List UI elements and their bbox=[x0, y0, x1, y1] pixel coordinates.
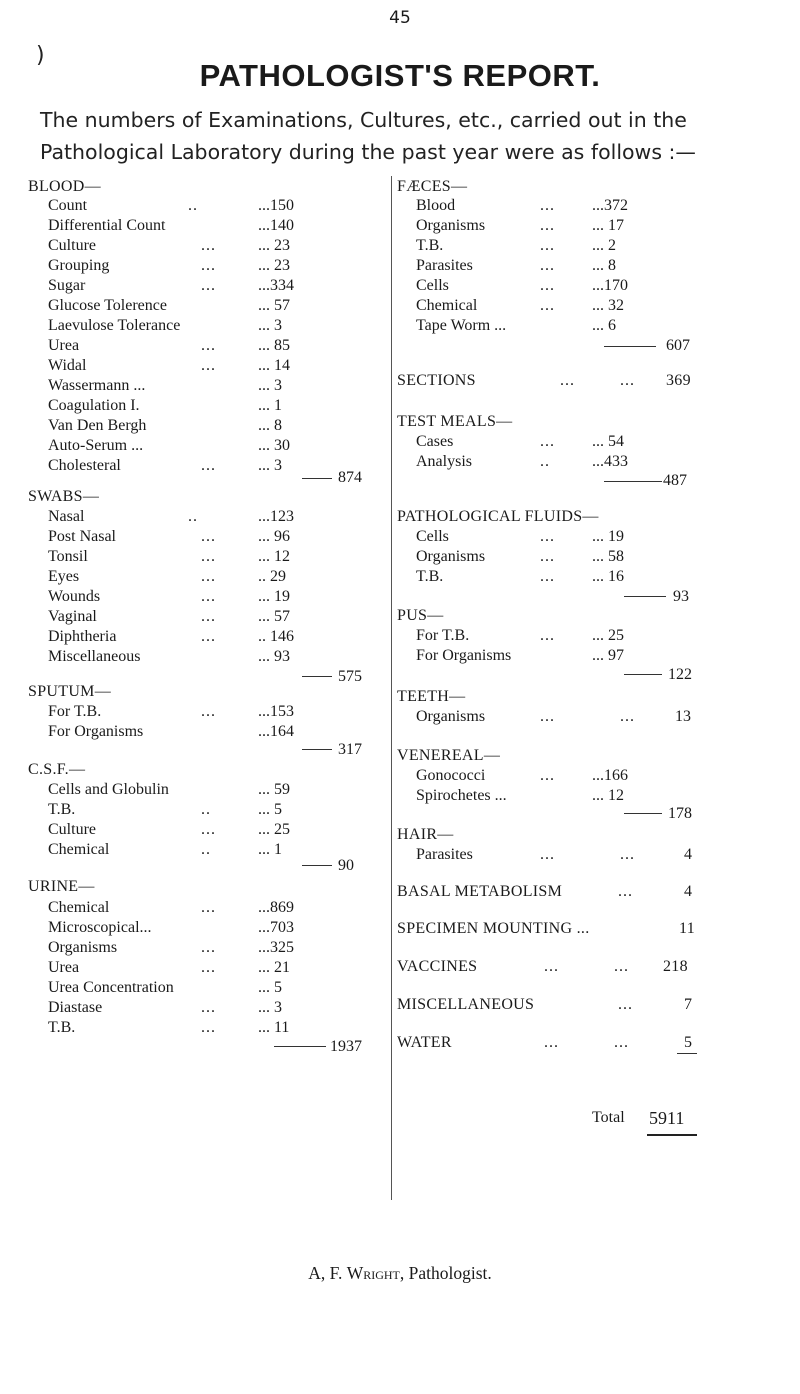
basal-metabolism-row: BASAL METABOLISM ... 4 bbox=[397, 883, 693, 900]
pus-item: For Organisms ... 97 bbox=[416, 647, 624, 664]
section-heading-blood: BLOOD— bbox=[28, 178, 101, 195]
sputum-item: For Organisms ...164 bbox=[48, 723, 294, 740]
subtotal-rule bbox=[604, 481, 662, 482]
swabs-item: Nasal .. ...123 bbox=[48, 508, 294, 525]
subtotal-rule bbox=[604, 346, 656, 347]
subtotal-blood: 874 bbox=[338, 469, 362, 486]
subtotal-rule bbox=[302, 749, 332, 750]
grand-total-value: 5911 bbox=[649, 1108, 685, 1128]
vaccines-row: VACCINES ... ... 218 bbox=[397, 958, 688, 975]
blood-item: Van Den Bergh ... 8 bbox=[48, 417, 282, 434]
subtotal-sputum: 317 bbox=[338, 741, 362, 758]
signature-initials: A, F. bbox=[308, 1263, 347, 1283]
blood-item: Glucose Tolerence ... 57 bbox=[48, 297, 290, 314]
subtotal-rule bbox=[274, 1046, 326, 1047]
blood-item: Laevulose Tolerance ... 3 bbox=[48, 317, 282, 334]
csf-item: T.B. .. ... 5 bbox=[48, 801, 282, 818]
faeces-item: Parasites ... ... 8 bbox=[416, 257, 616, 274]
hair-item: Parasites ... ... 4 bbox=[416, 846, 692, 863]
section-heading-hair: HAIR— bbox=[397, 826, 454, 843]
page-title: PATHOLOGIST'S REPORT. bbox=[199, 58, 601, 93]
miscellaneous-row: MISCELLANEOUS ... 7 bbox=[397, 996, 693, 1013]
urine-item: Urea ... ... 21 bbox=[48, 959, 290, 976]
subtotal-faeces: 607 bbox=[666, 337, 690, 354]
water-rule bbox=[677, 1053, 697, 1054]
sputum-item: For T.B. ... ...153 bbox=[48, 703, 294, 720]
venereal-item: Gonococci ... ...166 bbox=[416, 767, 628, 784]
section-heading-venereal: VENEREAL— bbox=[397, 747, 501, 764]
signature-name: Wright, bbox=[346, 1263, 405, 1283]
swabs-item: Wounds ... ... 19 bbox=[48, 588, 290, 605]
csf-item: Chemical .. ... 1 bbox=[48, 841, 282, 858]
urine-item: Diastase ... ... 3 bbox=[48, 999, 282, 1016]
csf-item: Culture ... ... 25 bbox=[48, 821, 290, 838]
subtotal-rule bbox=[624, 596, 666, 597]
faeces-item: Cells ... ...170 bbox=[416, 277, 628, 294]
urine-item: Chemical ... ...869 bbox=[48, 899, 294, 916]
left-column bbox=[0, 0, 391, 1394]
section-heading-teeth: TEETH— bbox=[397, 688, 466, 705]
subtotal-pus: 122 bbox=[668, 666, 692, 683]
subtotal-urine: 1937 bbox=[330, 1038, 362, 1055]
subtotal-rule bbox=[624, 813, 662, 814]
urine-item: Organisms ... ...325 bbox=[48, 939, 294, 956]
section-heading-pathological-fluids: PATHOLOGICAL FLUIDS— bbox=[397, 508, 599, 525]
blood-item: Sugar ... ...334 bbox=[48, 277, 294, 294]
teeth-item: Organisms ... ... 13 bbox=[416, 708, 691, 725]
water-row: WATER ... ... 5 bbox=[397, 1034, 693, 1051]
swabs-item: Miscellaneous ... 93 bbox=[48, 648, 290, 665]
swabs-item: Post Nasal ... ... 96 bbox=[48, 528, 290, 545]
subtotal-rule bbox=[302, 865, 332, 866]
blood-item: Differential Count ...140 bbox=[48, 217, 294, 234]
test-meals-item: Analysis .. ...433 bbox=[416, 453, 628, 470]
grand-total-label: Total bbox=[592, 1109, 625, 1126]
urine-item: T.B. ... ... 11 bbox=[48, 1019, 290, 1036]
pathological-fluids-item: T.B. ... ... 16 bbox=[416, 568, 624, 585]
section-heading-csf: C.S.F.— bbox=[28, 761, 86, 778]
faeces-item: Chemical ... ... 32 bbox=[416, 297, 624, 314]
test-meals-item: Cases ... ... 54 bbox=[416, 433, 624, 450]
faeces-item: Organisms ... ... 17 bbox=[416, 217, 624, 234]
pus-item: For T.B. ... ... 25 bbox=[416, 627, 624, 644]
specimen-mounting-row: SPECIMEN MOUNTING ... 11 bbox=[397, 920, 696, 937]
swabs-item: Eyes ... .. 29 bbox=[48, 568, 286, 585]
page-number: 45 bbox=[389, 8, 411, 28]
signature-role: Pathologist. bbox=[404, 1263, 492, 1283]
blood-item: Culture ... ... 23 bbox=[48, 237, 290, 254]
subtotal-test-meals: 487 bbox=[663, 472, 687, 489]
intro-line-2: Pathological Laboratory during the past year were as follows :— bbox=[40, 140, 696, 164]
blood-item: Count .. ...150 bbox=[48, 197, 294, 214]
subtotal-pathological-fluids: 93 bbox=[673, 588, 689, 605]
swabs-item: Tonsil ... ... 12 bbox=[48, 548, 290, 565]
intro-line-1: The numbers of Examinations, Cultures, etc., carried out in the bbox=[40, 108, 687, 132]
pathological-fluids-item: Organisms ... ... 58 bbox=[416, 548, 624, 565]
section-heading-urine: URINE— bbox=[28, 878, 95, 895]
subtotal-rule bbox=[302, 478, 332, 479]
section-heading-test-meals: TEST MEALS— bbox=[397, 413, 513, 430]
swabs-item: Vaginal ... ... 57 bbox=[48, 608, 290, 625]
section-heading-pus: PUS— bbox=[397, 607, 444, 624]
signature bbox=[0, 1263, 800, 1284]
section-heading-faeces: FÆCES— bbox=[397, 178, 468, 195]
right-column bbox=[392, 0, 800, 1394]
urine-item: Microscopical... ...703 bbox=[48, 919, 294, 936]
csf-item: Cells and Globulin ... 59 bbox=[48, 781, 290, 798]
faeces-item: Tape Worm ... ... 6 bbox=[416, 317, 616, 334]
blood-item: Cholesteral ... ... 3 bbox=[48, 457, 282, 474]
swabs-item: Diphtheria ... .. 146 bbox=[48, 628, 294, 645]
blood-item: Widal ... ... 14 bbox=[48, 357, 290, 374]
margin-mark: ) bbox=[36, 43, 45, 68]
venereal-item: Spirochetes ... ... 12 bbox=[416, 787, 624, 804]
pathological-fluids-item: Cells ... ... 19 bbox=[416, 528, 624, 545]
grand-total-rule bbox=[647, 1134, 697, 1136]
subtotal-venereal: 178 bbox=[668, 805, 692, 822]
subtotal-csf: 90 bbox=[338, 857, 354, 874]
urine-item: Urea Concentration ... 5 bbox=[48, 979, 282, 996]
faeces-item: Blood ... ...372 bbox=[416, 197, 628, 214]
subtotal-rule bbox=[302, 676, 332, 677]
blood-item: Wassermann ... ... 3 bbox=[48, 377, 282, 394]
faeces-item: T.B. ... ... 2 bbox=[416, 237, 616, 254]
blood-item: Coagulation I. ... 1 bbox=[48, 397, 282, 414]
subtotal-swabs: 575 bbox=[338, 668, 362, 685]
subtotal-rule bbox=[624, 674, 662, 675]
section-heading-sputum: SPUTUM— bbox=[28, 683, 112, 700]
blood-item: Urea ... ... 85 bbox=[48, 337, 290, 354]
section-heading-swabs: SWABS— bbox=[28, 488, 100, 505]
sections-row: SECTIONS ... ... 369 bbox=[397, 372, 691, 389]
blood-item: Auto-Serum ... ... 30 bbox=[48, 437, 290, 454]
blood-item: Grouping ... ... 23 bbox=[48, 257, 290, 274]
